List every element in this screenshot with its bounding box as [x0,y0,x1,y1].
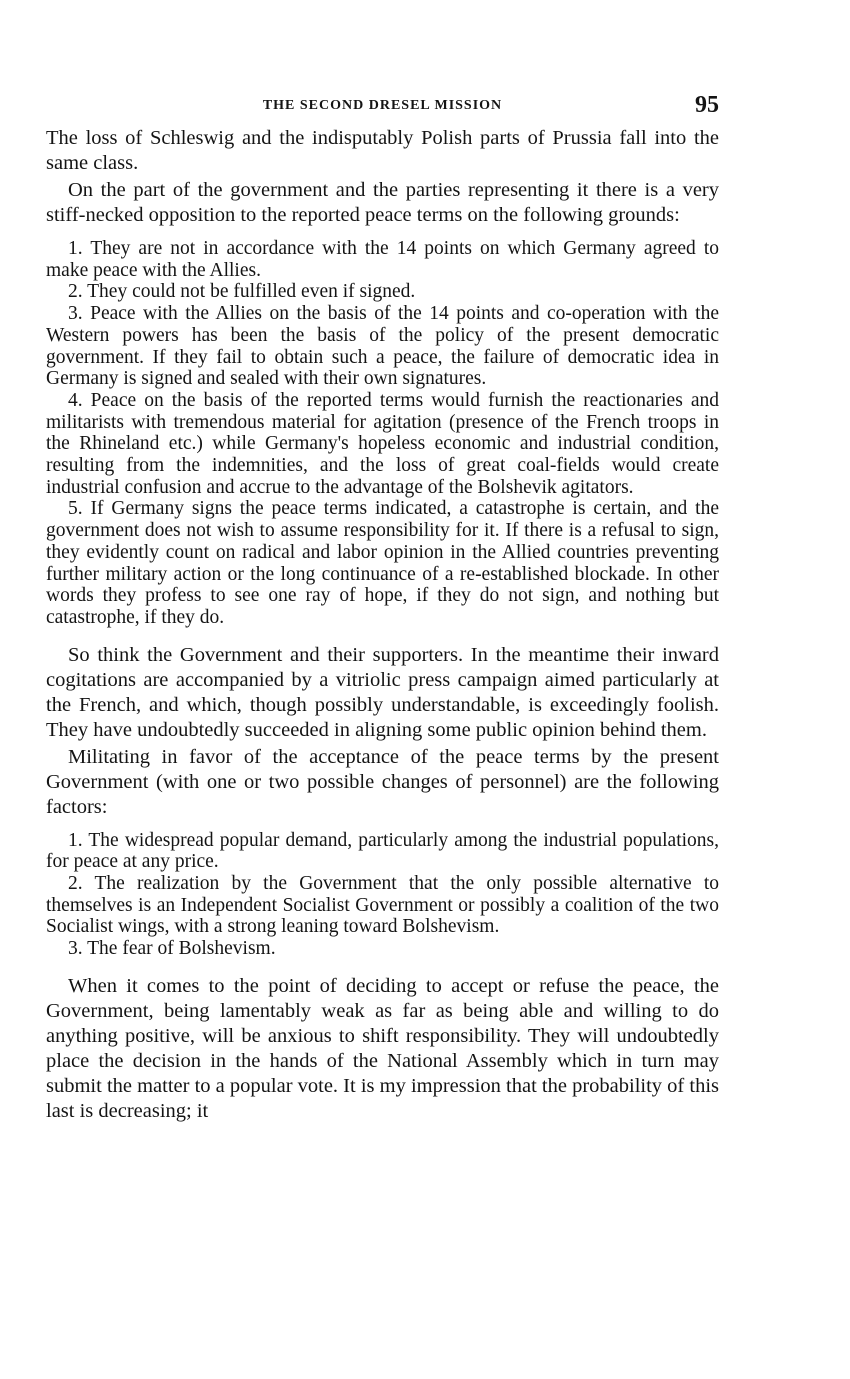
grounds-list [46,238,719,629]
list-item: 1. They are not in accordance with the 14 points on which Germany agreed to make peace with the Allies. [46,238,719,281]
list-item: 2. The realization by the Government that the only possible alternative to themselves is an Independent Socialist Government or possibly a coalition of the two Socialist wings, with a strong leaning toward Bolshevism. [46,873,719,938]
book-page [46,92,719,1124]
list-item: 5. If Germany signs the peace terms indicated, a catastrophe is certain, and the government does not wish to assume responsibility for it. If there is a refusal to sign, they evidently count on radical and labor opinion in the Allied countries preventing further military action or the long continuance of a re-established blockade. In other words they profess to see one ray of hope, if they do not sign, and nothing but catastrophe, if they do. [46,498,719,628]
running-title: THE SECOND DRESEL MISSION [262,98,503,113]
list-item: 4. Peace on the basis of the reported terms would furnish the reactionaries and militarists with tremendous material for agitation (presence of the French troops in the Rhineland etc.) while Germany's hopeless economic and industrial condition, resulting from the indemnities, and the loss of great coal-fields would create industrial confusion and accrue to the advantage of the Bolshevik agitators. [46,389,719,498]
list-item: 3. Peace with the Allies on the basis of the 14 points and co-operation with the Western powers has been the basis of the policy of the present democratic government. If they fail to obtain such a peace, the failure of democratic idea in Germany is signed and sealed with their own signatures. [46,303,719,390]
paragraph-5: When it comes to the point of deciding to accept or refuse the peace, the Government, being lamentably weak as far as being able and willing to do anything positive, will be anxious to shift responsibility. They will undoubtedly place the decision in the hands of the National Assembly which in turn may submit the matter to a popular vote. It is my impression that the probability of this last is decreasing; it [46,974,719,1122]
list-item: 1. The widespread popular demand, particularly among the industrial populations, for peace at any price. [46,829,719,873]
running-head [46,92,719,122]
page-number: 95 [695,92,719,118]
list-item: 3. The fear of Bolshevism. [68,938,276,960]
paragraph-4: Militating in favor of the acceptance of the peace terms by the present Government (with one or two possible changes of personnel) are the following factors: [46,745,719,818]
paragraph-2: On the part of the government and the parties representing it there is a very stiff-necked opposition to the reported peace terms on the following grounds: [46,179,719,226]
list-item: 2. They could not be fulfilled even if signed. [68,281,416,303]
factors-list [46,830,719,960]
paragraph-1: The loss of Schleswig and the indisputably Polish parts of Prussia fall into the same class. [46,127,719,174]
paragraph-3: So think the Government and their supporters. In the meantime their inward cogitations are accompanied by a vitriolic press campaign aimed particularly at the French, and which, though possibly understandable, is exceedingly foolish. They have undoubtedly succeeded in aligning some public opinion behind them. [46,643,719,741]
